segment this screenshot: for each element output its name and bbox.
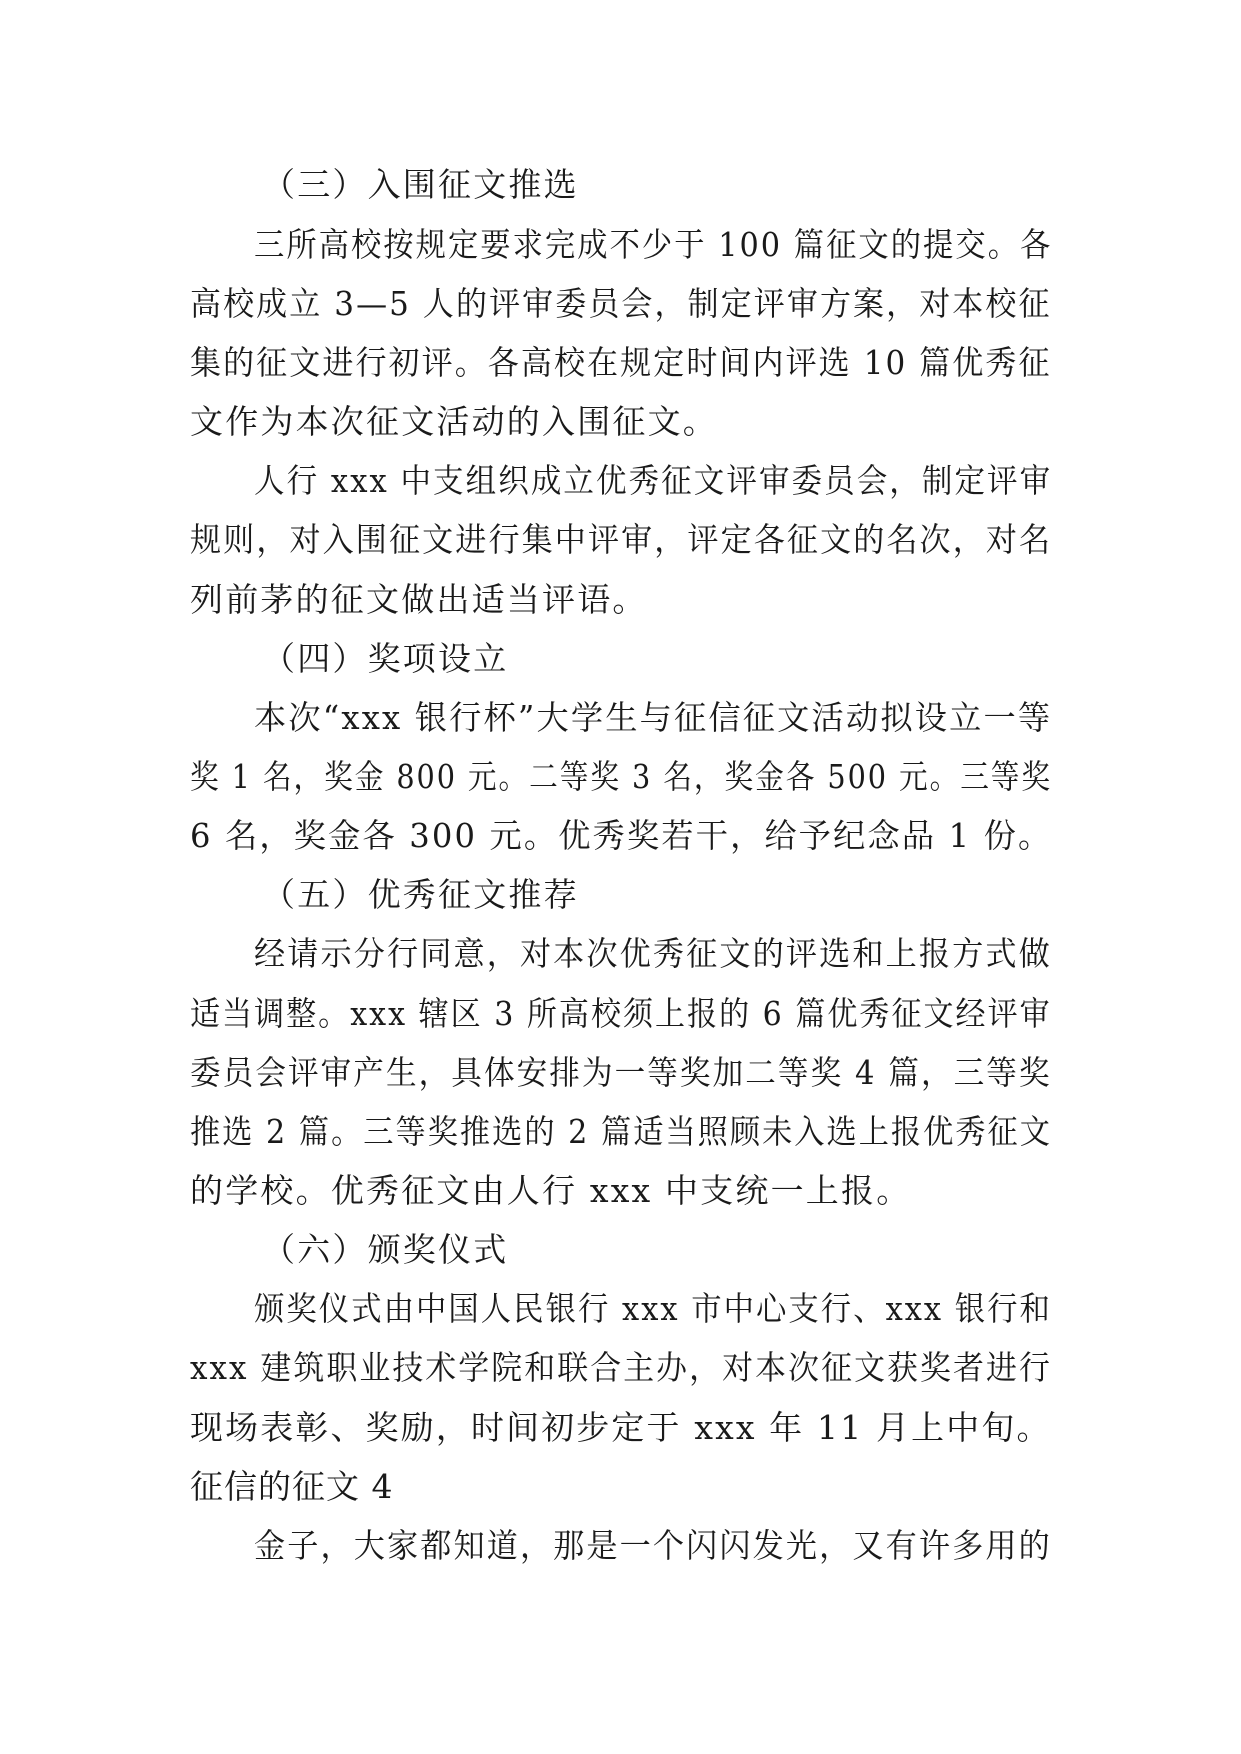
section-heading-4: （四）奖项设立 xyxy=(262,639,509,678)
paragraph-line: 文作为本次征文活动的入围征文。 xyxy=(190,402,718,441)
section-heading-6: （六）颁奖仪式 xyxy=(262,1230,509,1269)
paragraph-line: 的学校。优秀征文由人行 xxx 中支统一上报。 xyxy=(190,1171,912,1210)
section-heading-5: （五）优秀征文推荐 xyxy=(262,875,579,914)
paragraph-line: 适当调整。xxx 辖区 3 所高校须上报的 6 篇优秀征文经评审 xyxy=(190,994,1052,1033)
paragraph-line: 现场表彰、奖励，时间初步定于 xxx 年 11 月上中旬。 xyxy=(190,1408,1052,1447)
paragraph-line: 列前茅的征文做出适当评语。 xyxy=(190,580,648,619)
paragraph-line: 集的征文进行初评。各高校在规定时间内评选 10 篇优秀征 xyxy=(190,343,1052,382)
paragraph-line: xxx 建筑职业技术学院和联合主办，对本次征文获奖者进行 xyxy=(190,1348,1052,1387)
paragraph-line: 高校成立 3—5 人的评审委员会，制定评审方案，对本校征 xyxy=(190,284,1052,323)
paragraph-line: 推选 2 篇。三等奖推选的 2 篇适当照顾未入选上报优秀征文 xyxy=(190,1112,1052,1151)
paragraph-line: 人行 xxx 中支组织成立优秀征文评审委员会，制定评审 xyxy=(254,461,1053,500)
paragraph-line: 规则，对入围征文进行集中评审，评定各征文的名次，对名 xyxy=(190,520,1053,559)
paragraph-line: 6 名，奖金各 300 元。优秀奖若干，给予纪念品 1 份。 xyxy=(190,816,1053,855)
article-title: 征信的征文 4 xyxy=(190,1467,394,1506)
paragraph-line: 三所高校按规定要求完成不少于 100 篇征文的提交。各 xyxy=(254,225,1053,264)
paragraph-line: 颁奖仪式由中国人民银行 xxx 市中心支行、xxx 银行和 xyxy=(254,1289,1052,1328)
paragraph-line: 奖 1 名，奖金 800 元。二等奖 3 名，奖金各 500 元。三等奖 xyxy=(190,757,1053,796)
paragraph-line: 经请示分行同意，对本次优秀征文的评选和上报方式做 xyxy=(254,934,1052,973)
paragraph-line: 委员会评审产生，具体安排为一等奖加二等奖 4 篇，三等奖 xyxy=(190,1053,1052,1092)
paragraph-line: 金子，大家都知道，那是一个闪闪发光，又有许多用的 xyxy=(254,1526,1052,1565)
section-heading-3: （三）入围征文推选 xyxy=(262,165,579,204)
paragraph-line: 本次“xxx 银行杯”大学生与征信征文活动拟设立一等 xyxy=(254,698,1053,737)
